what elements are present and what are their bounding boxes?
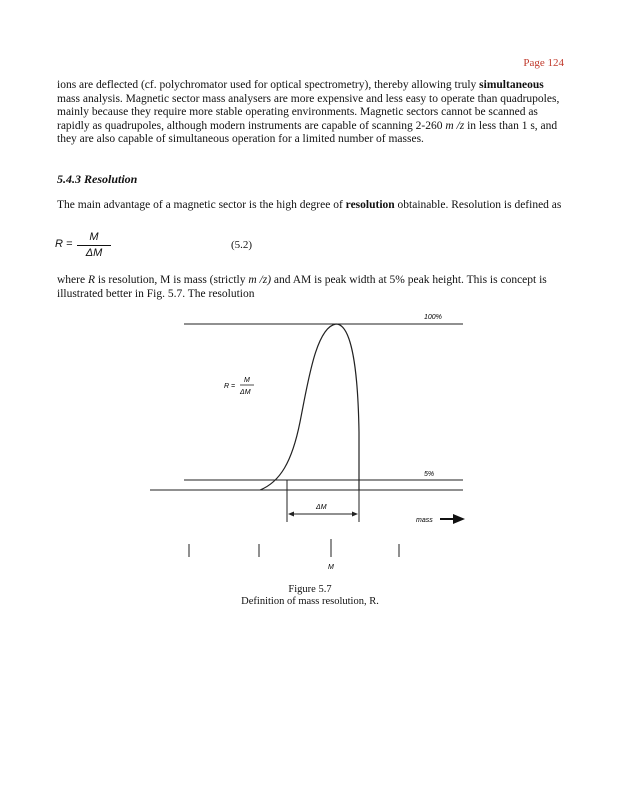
equation-numerator: M	[89, 231, 99, 243]
delta-m-arrow-right	[352, 512, 358, 517]
figure-eq-numerator: M	[244, 377, 250, 384]
paragraph-definition	[57, 274, 565, 301]
page-number: Page 124	[523, 57, 564, 69]
p1-text-a: ions are deflected (cf. polychromator used for optical spectrometry), thereby allowing truly	[57, 79, 480, 91]
equation-fraction	[77, 231, 111, 259]
p3-text-a: where	[57, 274, 88, 286]
delta-m-arrow-left	[288, 512, 294, 517]
p3-R: R	[87, 274, 95, 286]
equation-denominator: ΔM	[85, 247, 103, 259]
p3-text-b: is resolution, M is mass (strictly	[95, 274, 249, 286]
mass-label: mass	[416, 517, 433, 524]
p1-bold-term: simultaneous	[479, 79, 544, 91]
p1-mz: m /z	[445, 119, 465, 132]
resolution-equation	[55, 231, 315, 263]
delta-m-label: ΔM	[316, 504, 327, 511]
p1-text-b: mass analysis. Magnetic sector mass analysers are more expensive and less easy to operate than quadrupoles, mainly because they require more stable operating environments. Magnetic sectors cannot be scanned as rapidly as quadrupoles, although modern instruments are capable of scanning 2-260	[57, 92, 560, 132]
paragraph-simultaneous	[57, 79, 565, 147]
mass-arrow-icon	[453, 514, 465, 524]
p3-mz: m /z)	[248, 274, 272, 286]
equation-number: (5.2)	[231, 239, 253, 251]
p2-text-b: obtainable. Resolution is defined as	[394, 199, 562, 211]
peak-curve	[260, 324, 359, 490]
figure-caption-text: Definition of mass resolution, R.	[241, 596, 379, 607]
figure-mass-resolution	[140, 312, 480, 582]
peak-diagram	[140, 312, 480, 582]
mass-m-label: M	[328, 564, 334, 571]
label-5-percent: 5%	[424, 471, 435, 478]
figure-caption-title: Figure 5.7	[288, 584, 332, 595]
label-100-percent: 100%	[424, 314, 442, 321]
figure-eq-denominator: ΔM	[240, 389, 251, 396]
paragraph-resolution-intro	[57, 199, 565, 213]
p1-text-c: in less than 1 s, and they are also capable of simultaneous operation for a limited number of masses.	[57, 119, 558, 145]
section-heading: 5.4.3 Resolution	[57, 172, 138, 186]
equation-lhs: R =	[55, 238, 73, 250]
p3-text-c: and AM is peak width at 5% peak height. This is concept is illustrated better in Fig. 5.7. The resolution	[57, 274, 547, 300]
equation-fraction-bar	[77, 245, 111, 246]
p2-bold-term: resolution	[345, 199, 395, 211]
figure-eq-lhs: R =	[224, 383, 236, 390]
p2-text-a: The main advantage of a magnetic sector is the high degree of	[57, 199, 346, 211]
